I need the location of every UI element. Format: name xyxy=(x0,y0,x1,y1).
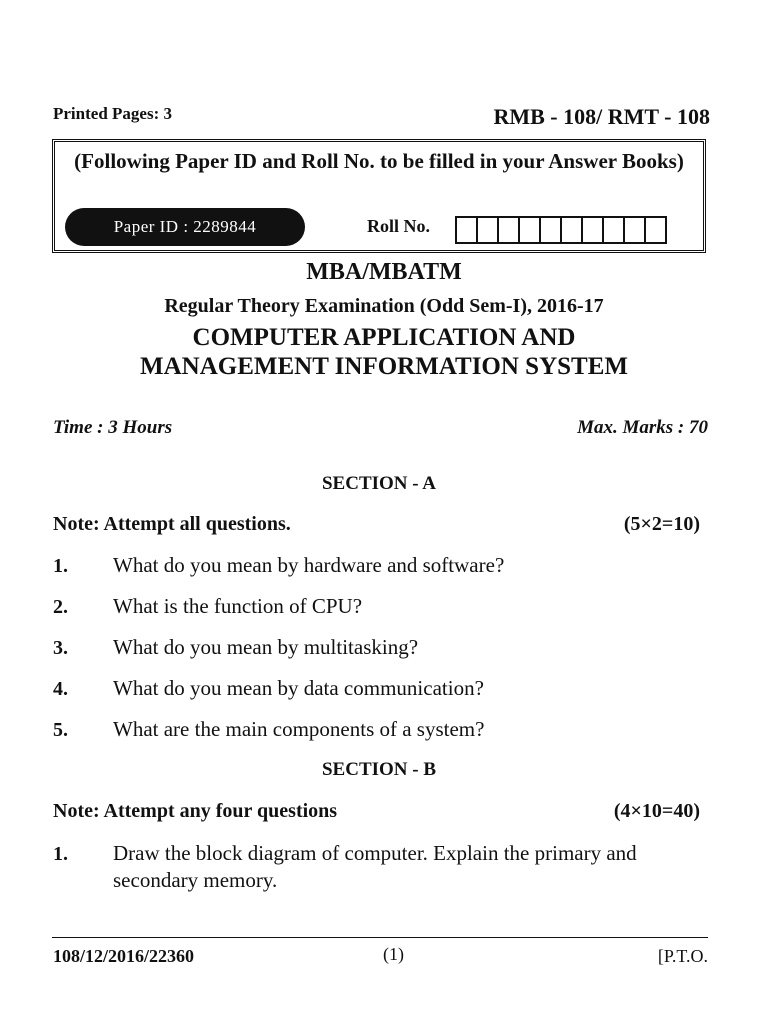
roll-no-label: Roll No. xyxy=(367,216,430,236)
question-text: What do you mean by data communication? xyxy=(113,676,484,700)
course-title: MBA/MBATM xyxy=(306,259,462,285)
subject-title xyxy=(0,323,768,381)
subject-title-line-1: COMPUTER APPLICATION AND xyxy=(192,324,576,351)
footer-rule xyxy=(52,937,708,938)
time-allowed: Time : 3 Hours xyxy=(53,417,173,438)
max-marks: Max. Marks : 70 xyxy=(577,417,708,438)
question-text: What do you mean by hardware and software? xyxy=(113,553,505,577)
roll-no-cell xyxy=(455,216,478,244)
section-b-heading: SECTION - B xyxy=(321,759,437,780)
roll-no-cell xyxy=(476,216,499,244)
section-b-note: Note: Attempt any four questions xyxy=(53,800,338,822)
question-number: 1. xyxy=(53,555,68,577)
footer-code: 108/12/2016/22360 xyxy=(53,946,195,966)
question-text: What do you mean by multitasking? xyxy=(113,635,419,659)
section-b-marks: (4×10=40) xyxy=(613,800,700,822)
printed-pages: Printed Pages: 3 xyxy=(53,104,172,123)
roll-no-cell xyxy=(623,216,646,244)
subject-title-line-2: MANAGEMENT INFORMATION SYSTEM xyxy=(140,353,628,380)
question-text: What is the function of CPU? xyxy=(113,594,363,618)
paper-id-badge: Paper ID : 2289844 xyxy=(65,208,305,246)
question-number: 5. xyxy=(53,719,68,741)
section-a-marks: (5×2=10) xyxy=(623,513,700,535)
pto-label: [P.T.O. xyxy=(657,946,708,966)
exam-title: Regular Theory Examination (Odd Sem-I), 2016-17 xyxy=(164,295,604,317)
answer-book-note: (Following Paper ID and Roll No. to be filled in your Answer Books) xyxy=(74,149,684,173)
section-a-heading: SECTION - A xyxy=(321,473,437,494)
question-number: 1. xyxy=(53,843,68,865)
roll-no-cell xyxy=(644,216,667,244)
roll-no-cell xyxy=(560,216,583,244)
roll-no-boxes xyxy=(457,216,667,246)
section-a-note: Note: Attempt all questions. xyxy=(53,513,291,535)
question-text: What are the main components of a system? xyxy=(113,717,485,741)
paper-code: RMB - 108/ RMT - 108 xyxy=(493,104,710,129)
roll-no-cell xyxy=(539,216,562,244)
question-number: 2. xyxy=(53,596,68,618)
question-text: Draw the block diagram of computer. Explain the primary and secondary memory. xyxy=(113,841,637,892)
roll-no-cell xyxy=(581,216,604,244)
question-number: 3. xyxy=(53,637,68,659)
question-number: 4. xyxy=(53,678,68,700)
paper-id-box xyxy=(52,139,706,253)
roll-no-cell xyxy=(602,216,625,244)
page-number: (1) xyxy=(383,944,404,964)
roll-no-cell xyxy=(497,216,520,244)
roll-no-cell xyxy=(518,216,541,244)
